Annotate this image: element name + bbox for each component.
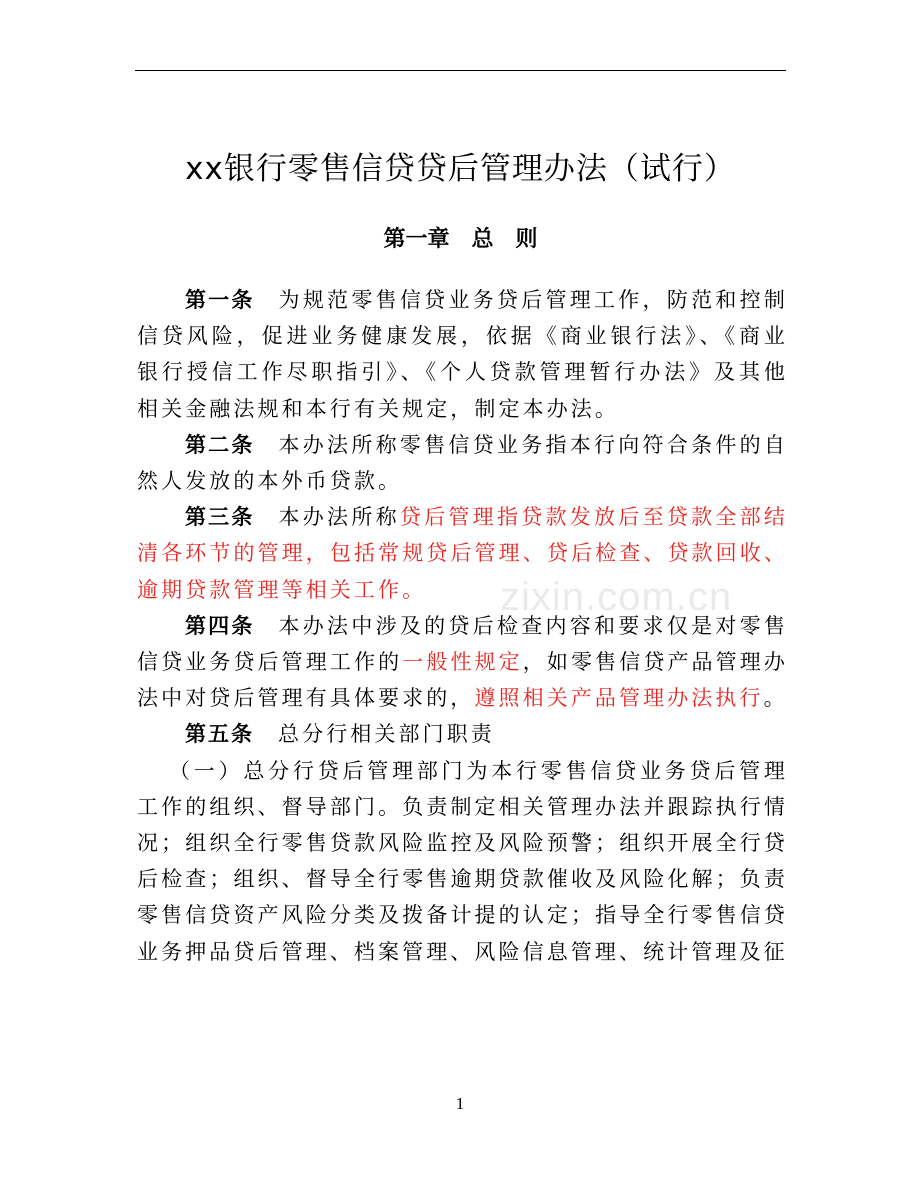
chapter-heading: 第一章 总 则	[383, 227, 538, 252]
highlighted-text: 贷后管理指贷款发放后至贷款全部结清各环节的管理，包括常规贷后管理、贷后检查、贷款回收、逾期贷款管理等相关工作。	[137, 505, 789, 602]
highlighted-text: 一般性规定	[402, 650, 523, 675]
highlighted-text: 遵照相关产品管理办法执行	[474, 686, 764, 711]
article-text: 为规范零售信贷业务贷后管理工作，防范和控制信贷风险，促进业务健康发展，依据《商业银行法》、《商业银行授信工作尽职指引》、《个人贷款管理暂行办法》及其他相关金融法规和本行有关规定，制定本办法。	[137, 288, 788, 421]
article-label: 第二条	[185, 432, 255, 457]
document-body	[137, 282, 788, 970]
article-2	[137, 427, 788, 499]
article-label: 第四条	[185, 613, 255, 638]
article-text: 总分行相关部门职责	[278, 722, 495, 747]
article-text: 本办法所称	[278, 505, 400, 530]
watermark: zixin.com.cn	[500, 575, 733, 619]
sub-clause-1: （一）总分行贷后管理部门为本行零售信贷业务贷后管理工作的组织、督导部门。负责制定相关管理办法并跟踪执行情况；组织全行零售贷款风险监控及风险预警；组织开展全行贷后检查；组织、督导全行零售逾期贷款催收及风险化解；负责零售信贷资产风险分类及拨备计提的认定；指导全行零售信贷业务押品贷后管理、档案管理、风险信息管理、统计管理及征	[137, 758, 788, 964]
page-number: 1	[455, 1094, 465, 1113]
article-text: 。	[763, 686, 788, 711]
article-text: 本办法中涉及的贷后检查内容和要求仅是对零售信贷业务贷后管理工作的	[137, 613, 788, 675]
article-1	[137, 282, 788, 427]
article-4	[137, 608, 788, 717]
article-text: 本办法所称零售信贷业务指本行向符合条件的自然人发放的本外币贷款。	[137, 432, 788, 494]
article-3	[137, 499, 788, 608]
article-label: 第五条	[185, 722, 254, 747]
header-rule	[135, 70, 786, 71]
article-label: 第一条	[185, 288, 255, 312]
article-5	[137, 716, 788, 752]
article-text: ，如零售信贷产品管理办法中对贷后管理有具体要求的，	[137, 650, 788, 711]
document-title: xx银行零售信贷贷后管理办法（试行）	[185, 151, 736, 187]
article-label: 第三条	[185, 505, 255, 530]
